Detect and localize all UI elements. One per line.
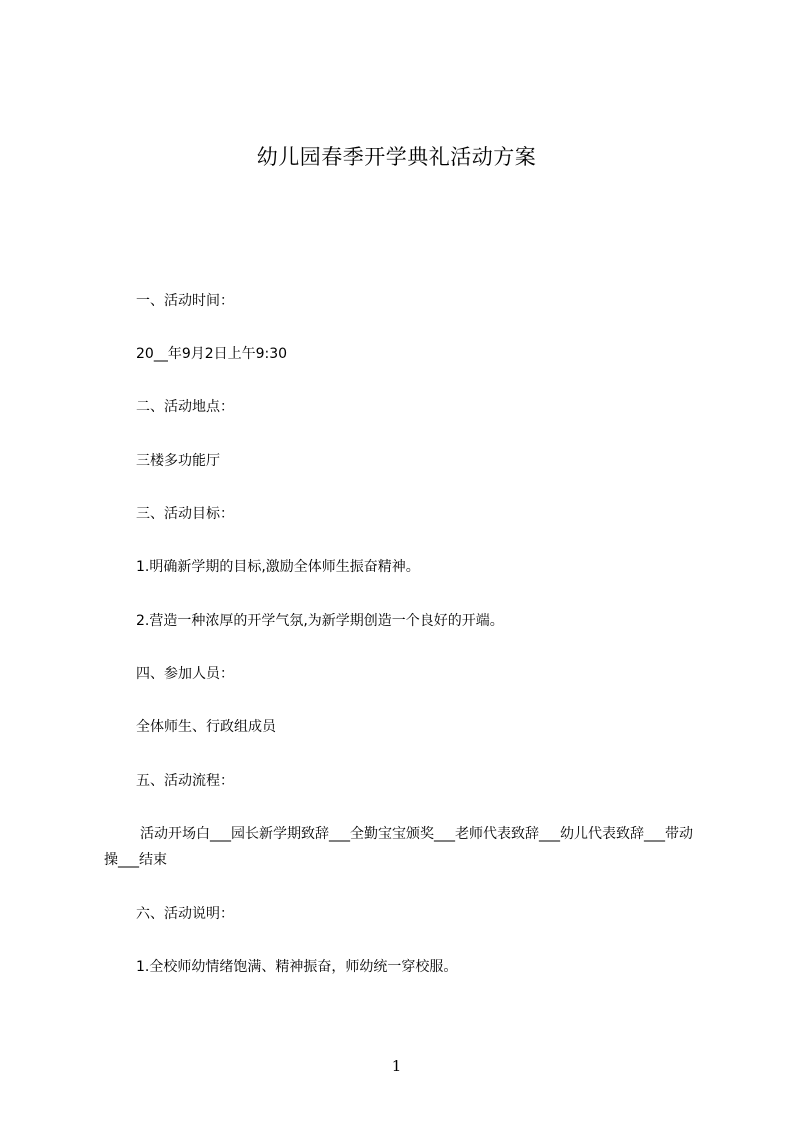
section-heading-participants: 四、参加人员： (136, 666, 234, 682)
section-heading-time: 一、活动时间： (136, 293, 234, 309)
section-heading-notes: 六、活动说明： (136, 906, 234, 922)
paragraph-time: 20__年9月2日上午9:30 (136, 346, 288, 362)
paragraph-participants: 全体师生、行政组成员 (136, 719, 276, 735)
paragraph-process: 活动开场白___园长新学期致辞___全勤宝宝颁奖___老师代表致辞___幼儿代表致辞___带动操___结束 (104, 826, 693, 868)
paragraph-note-1: 1.全校师幼情绪饱满、精神振奋，师幼统一穿校服。 (136, 959, 458, 975)
section-heading-goals: 三、活动目标： (136, 506, 234, 522)
section-heading-process: 五、活动流程： (136, 773, 234, 789)
paragraph-goal-2: 2.营造一种浓厚的开学气氛,为新学期创造一个良好的开端。 (136, 613, 504, 629)
section-heading-location: 二、活动地点： (136, 399, 234, 415)
document-title: 幼儿园春季开学典礼活动方案 (256, 145, 537, 169)
paragraph-location: 三楼多功能厅 (136, 453, 220, 469)
paragraph-goal-1: 1.明确新学期的目标,激励全体师生振奋精神。 (136, 559, 420, 575)
page-number: 1 (391, 1057, 402, 1075)
